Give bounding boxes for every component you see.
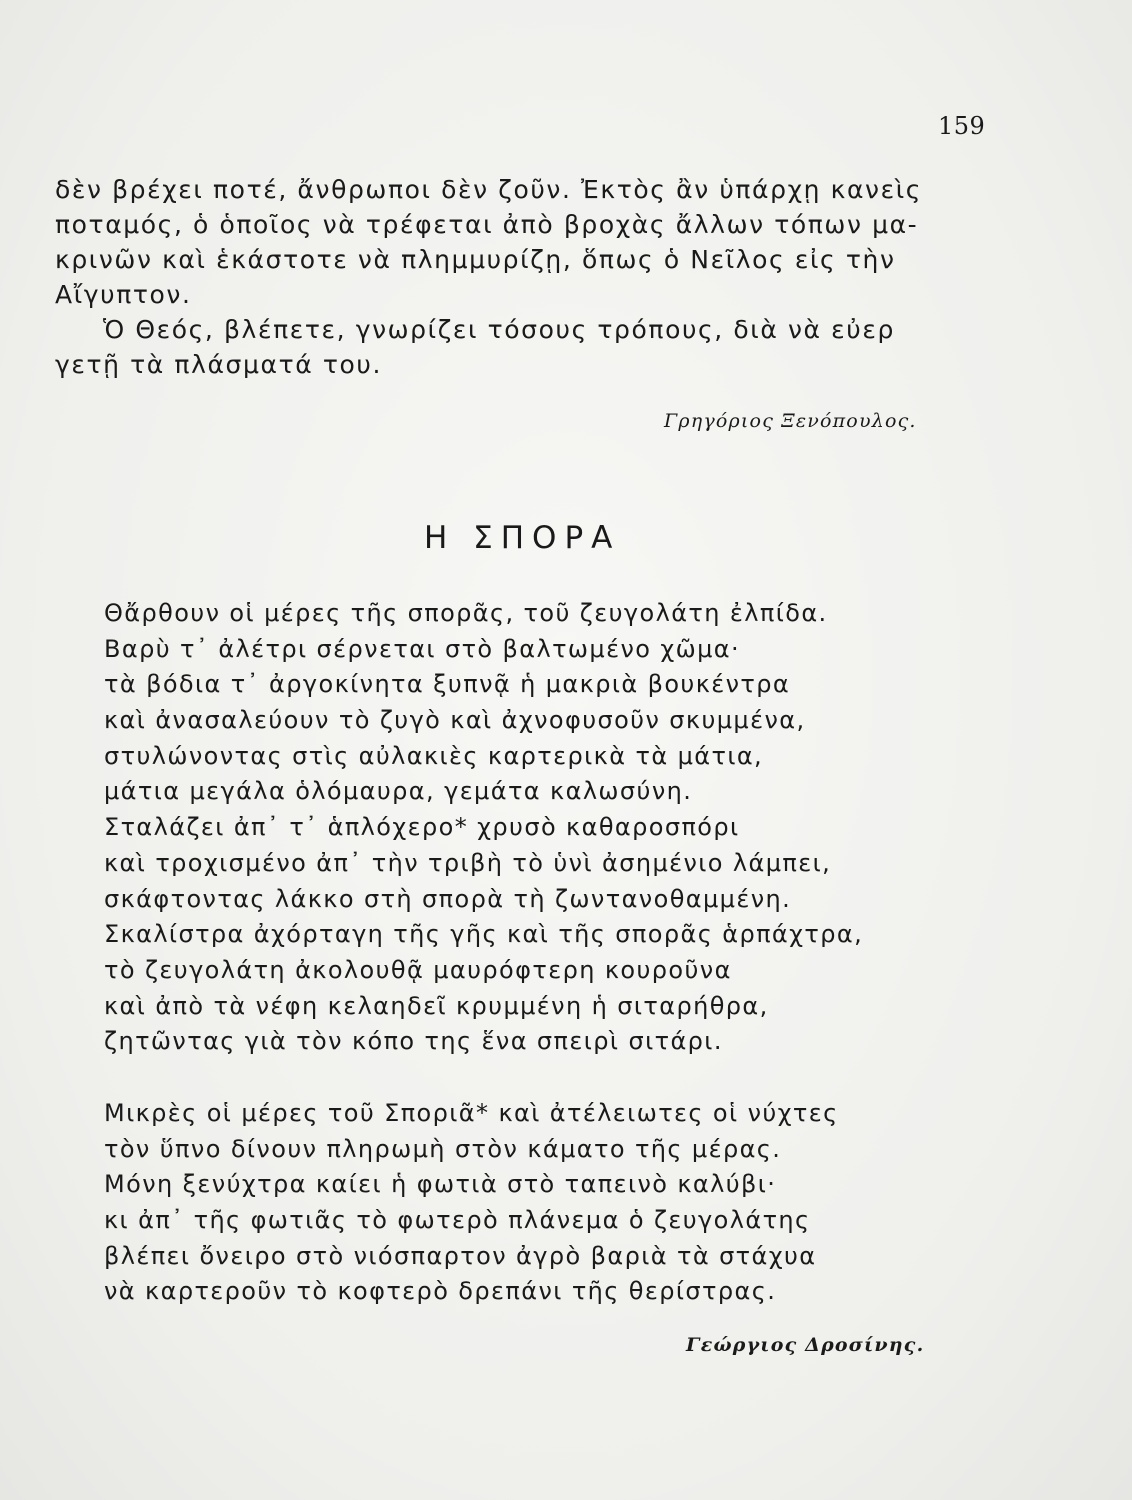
poem-verse: Θἄρθουν οἱ μέρες τῆς σπορᾶς, τοῦ ζευγολάτη ἐλπίδα. — [104, 599, 828, 627]
prose-line: κρινῶν καὶ ἑκάστοτε νὰ πλημμυρίζῃ, ὅπως ὁ Νεῖλος εἰς τὴν — [55, 245, 896, 274]
poem-verse: τὰ βόδια τ᾽ ἀργοκίνητα ξυπνᾷ ἡ μακριὰ βουκέντρα — [104, 670, 791, 699]
poem-verse: στυλώνοντας στὶς αὐλακιὲς καρτερικὰ τὰ μάτια, — [104, 741, 764, 770]
poem-verse: βλέπει ὄνειρο στὸ νιόσπαρτον ἀγρὸ βαριὰ τὰ στάχυα — [104, 1241, 817, 1270]
prose-line: Αἴγυπτον. — [55, 280, 192, 309]
poem-verse: καὶ ἀνασαλεύουν τὸ ζυγὸ καὶ ἀχνοφυσοῦν σκυμμένα, — [104, 706, 806, 735]
prose-author-signature: Γρηγόριος Ξενόπουλος. — [664, 410, 917, 432]
poem-verse: Μικρὲς οἱ μέρες τοῦ Σποριᾶ* καὶ ἀτέλειωτες οἱ νύχτες — [104, 1099, 839, 1127]
poem-verse: τὸν ὕπνο δίνουν πληρωμὴ στὸν κάματο τῆς μέρας. — [104, 1134, 782, 1163]
poem-verse: νὰ καρτεροῦν τὸ κοφτερὸ δρεπάνι τῆς θερίστρας. — [104, 1277, 777, 1306]
poem-verse: Βαρὺ τ᾽ ἀλέτρι σέρνεται στὸ βαλτωμένο χῶμα· — [104, 634, 741, 663]
poem-title: Η ΣΠΟΡΑ — [424, 520, 621, 556]
poem-author-signature: Γεώργιος Δροσίνης. — [686, 1334, 925, 1356]
poem-verse: Σκαλίστρα ἀχόρταγη τῆς γῆς καὶ τῆς σπορᾶς ἁρπάχτρα, — [104, 920, 864, 949]
poem-verse: καὶ ἀπὸ τὰ νέφη κελαηδεῖ κρυμμένη ἡ σιταρήθρα, — [104, 991, 769, 1020]
poem-verse: τὸ ζευγολάτη ἀκολουθᾷ μαυρόφτερη κουροῦνα — [104, 955, 732, 984]
poem-stanza-1 — [104, 596, 1004, 1060]
prose-line: ποταμός, ὁ ὁποῖος νὰ τρέφεται ἀπὸ βροχὰς ἄλλων τόπων μα- — [55, 210, 919, 239]
page-number: 159 — [938, 112, 986, 140]
prose-line: δὲν βρέχει ποτέ, ἄνθρωποι δὲν ζοῦν. Ἐκτὸς ἂν ὑπάρχῃ κανεὶς — [55, 175, 923, 204]
poem-stanza-2 — [104, 1096, 1004, 1310]
prose-paragraph — [55, 172, 995, 382]
poem-verse: σκάφτοντας λάκκο στὴ σπορὰ τὴ ζωντανοθαμμένη. — [104, 884, 792, 913]
poem-verse: μάτια μεγάλα ὁλόμαυρα, γεμάτα καλωσύνη. — [104, 777, 693, 806]
poem-verse: Σταλάζει ἀπ᾽ τ᾽ ἁπλόχερο* χρυσὸ καθαροσπόρι — [104, 813, 740, 842]
poem-verse: Μόνη ξενύχτρα καίει ἡ φωτιὰ στὸ ταπεινὸ καλύβι· — [104, 1170, 777, 1199]
prose-line: γετῇ τὰ πλάσματά του. — [55, 350, 383, 379]
poem-verse: κι ἀπ᾽ τῆς φωτιᾶς τὸ φωτερὸ πλάνεμα ὁ ζευγολάτης — [104, 1206, 811, 1235]
poem-verse: ζητῶντας γιὰ τὸν κόπο της ἕνα σπειρὶ σιτάρι. — [104, 1027, 723, 1056]
poem-verse: καὶ τροχισμένο ἀπ᾽ τὴν τριβὴ τὸ ὑνὶ ἀσημένιο λάμπει, — [104, 848, 832, 877]
prose-line: Ὁ Θεός, βλέπετε, γνωρίζει τόσους τρόπους, διὰ νὰ εὐερ — [103, 315, 895, 344]
